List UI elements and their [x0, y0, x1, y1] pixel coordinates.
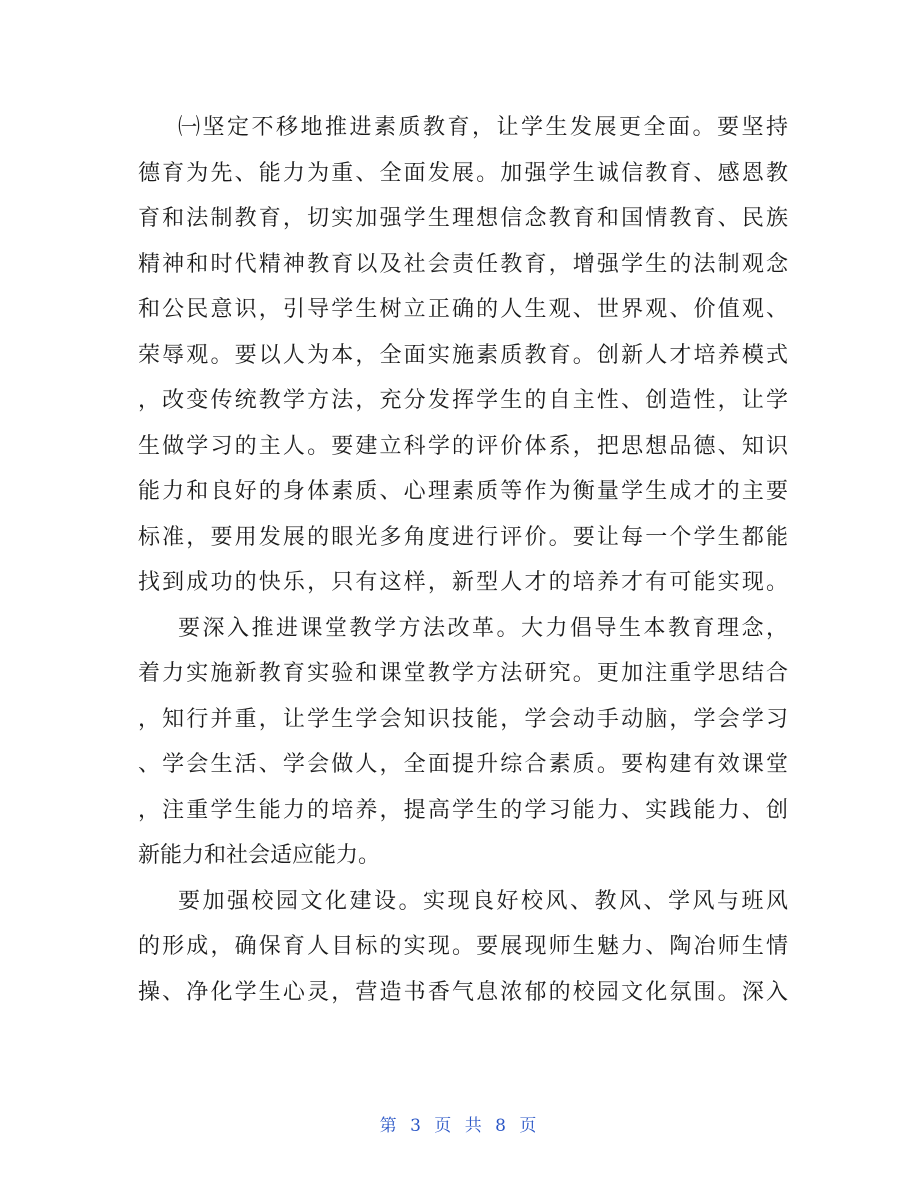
text-line: 和公民意识，引导学生树立正确的人生观、世界观、价值观、 — [138, 297, 788, 322]
text-line: 要加强校园文化建设。实现良好校风、教风、学风与班风 — [178, 888, 788, 914]
text-line: ，知行并重，让学生学会知识技能，学会动手动脑，学会学习 — [138, 706, 788, 732]
text-line: 生做学习的主人。要建立科学的评价体系，把思想品德、知识 — [138, 433, 788, 459]
text-line: 的形成，确保育人目标的实现。要展现师生魅力、陶冶师生情 — [138, 934, 788, 959]
body-text — [138, 105, 788, 1015]
text-line: ㈠坚定不移地推进素质教育，让学生发展更全面。要坚持 — [178, 115, 788, 140]
paragraph — [138, 105, 788, 606]
text-line: 操、净化学生心灵，营造书香气息浓郁的校园文化氛围。深入 — [138, 979, 788, 1005]
text-line: 能力和良好的身体素质、心理素质等作为衡量学生成才的主要 — [138, 479, 788, 504]
text-line: 精神和时代精神教育以及社会责任教育，增强学生的法制观念 — [138, 251, 788, 277]
text-line: 德育为先、能力为重、全面发展。加强学生诚信教育、感恩教 — [138, 160, 788, 186]
page-number-footer: 第 3 页 共 8 页 — [379, 1116, 541, 1136]
text-line: 育和法制教育，切实加强学生理想信念教育和国情教育、民族 — [138, 206, 788, 231]
text-line: 新能力和社会适应能力。 — [138, 843, 381, 868]
text-line: 荣辱观。要以人为本，全面实施素质教育。创新人才培养模式 — [138, 342, 788, 368]
text-line: 着力实施新教育实验和课堂教学方法研究。更加注重学思结合 — [138, 661, 788, 686]
text-line: 标准，要用发展的眼光多角度进行评价。要让每一个学生都能 — [138, 524, 788, 550]
text-line: 找到成功的快乐，只有这样，新型人才的培养才有可能实现。 — [138, 570, 788, 595]
text-line: ，改变传统教学方法，充分发挥学生的自主性、创造性，让学 — [138, 388, 788, 413]
text-line: ，注重学生能力的培养，提高学生的学习能力、实践能力、创 — [138, 797, 788, 823]
paragraph — [138, 879, 788, 1016]
text-line: 要深入推进课堂教学方法改革。大力倡导生本教育理念， — [178, 615, 788, 641]
paragraph — [138, 606, 788, 879]
text-line: 、学会生活、学会做人，全面提升综合素质。要构建有效课堂 — [138, 752, 788, 777]
